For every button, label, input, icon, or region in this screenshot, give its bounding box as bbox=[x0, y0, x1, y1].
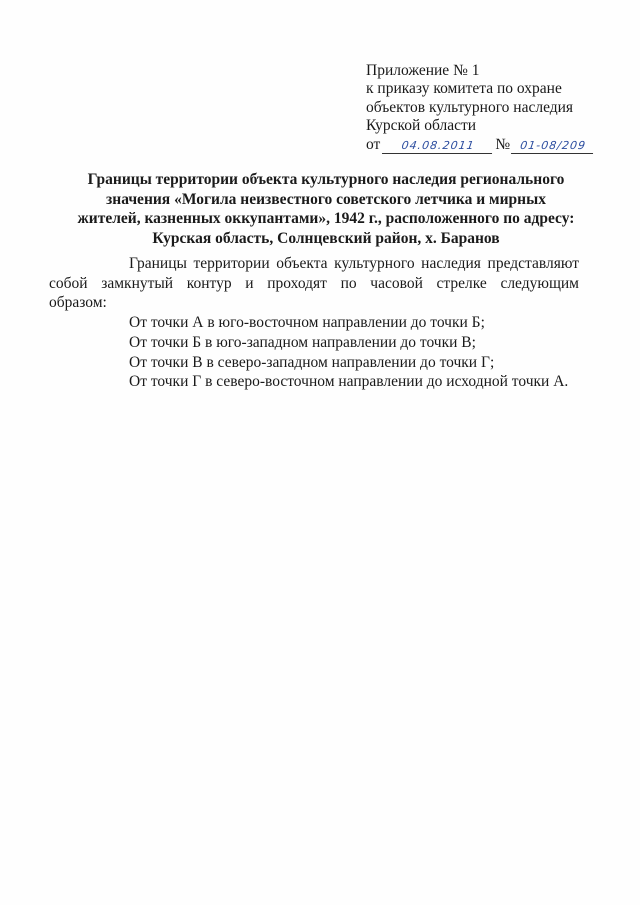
document-title bbox=[60, 170, 592, 248]
boundary-point-item: От точки Б в юго-западном направлении до точки В; bbox=[129, 333, 476, 351]
title-line: Границы территории объекта культурного наследия регионального bbox=[87, 171, 565, 188]
boundary-point-item: От точки В в северо-западном направлении до точки Г; bbox=[129, 353, 495, 371]
handwritten-order-number: 01-08/209 bbox=[511, 139, 595, 154]
boundary-point-item: От точки А в юго-восточном направлении до точки Б; bbox=[129, 314, 485, 332]
document-body bbox=[49, 254, 579, 392]
paragraph-line: Границы территории объекта культурного наследия представляют bbox=[129, 255, 579, 272]
appendix-region: Курской области bbox=[366, 117, 477, 135]
appendix-committee-name: объектов культурного наследия bbox=[366, 98, 574, 116]
paragraph-line: собой замкнутый контур и проходят по часовой стрелке следующим bbox=[49, 274, 579, 292]
title-line: жителей, казненных оккупантами», 1942 г., расположенного по адресу: bbox=[77, 210, 575, 228]
from-label: от bbox=[366, 135, 381, 153]
boundary-description-paragraph bbox=[49, 254, 579, 313]
title-line: значения «Могила неизвестного советского летчика и мирных bbox=[106, 190, 546, 208]
paragraph-line: образом: bbox=[49, 294, 107, 312]
appendix-order-reference: к приказу комитета по охране bbox=[366, 80, 562, 98]
appendix-number: Приложение № 1 bbox=[366, 62, 480, 79]
appendix-header bbox=[366, 62, 616, 154]
number-label: № bbox=[495, 135, 511, 153]
boundary-points-list bbox=[89, 313, 579, 392]
title-line: Курская область, Солнцевский район, х. Баранов bbox=[152, 229, 500, 247]
order-date-number-line bbox=[366, 136, 616, 154]
boundary-point-item: От точки Г в северо-восточном направлении до исходной точки А. bbox=[129, 373, 569, 391]
handwritten-order-date: 04.08.2011 bbox=[382, 139, 494, 154]
